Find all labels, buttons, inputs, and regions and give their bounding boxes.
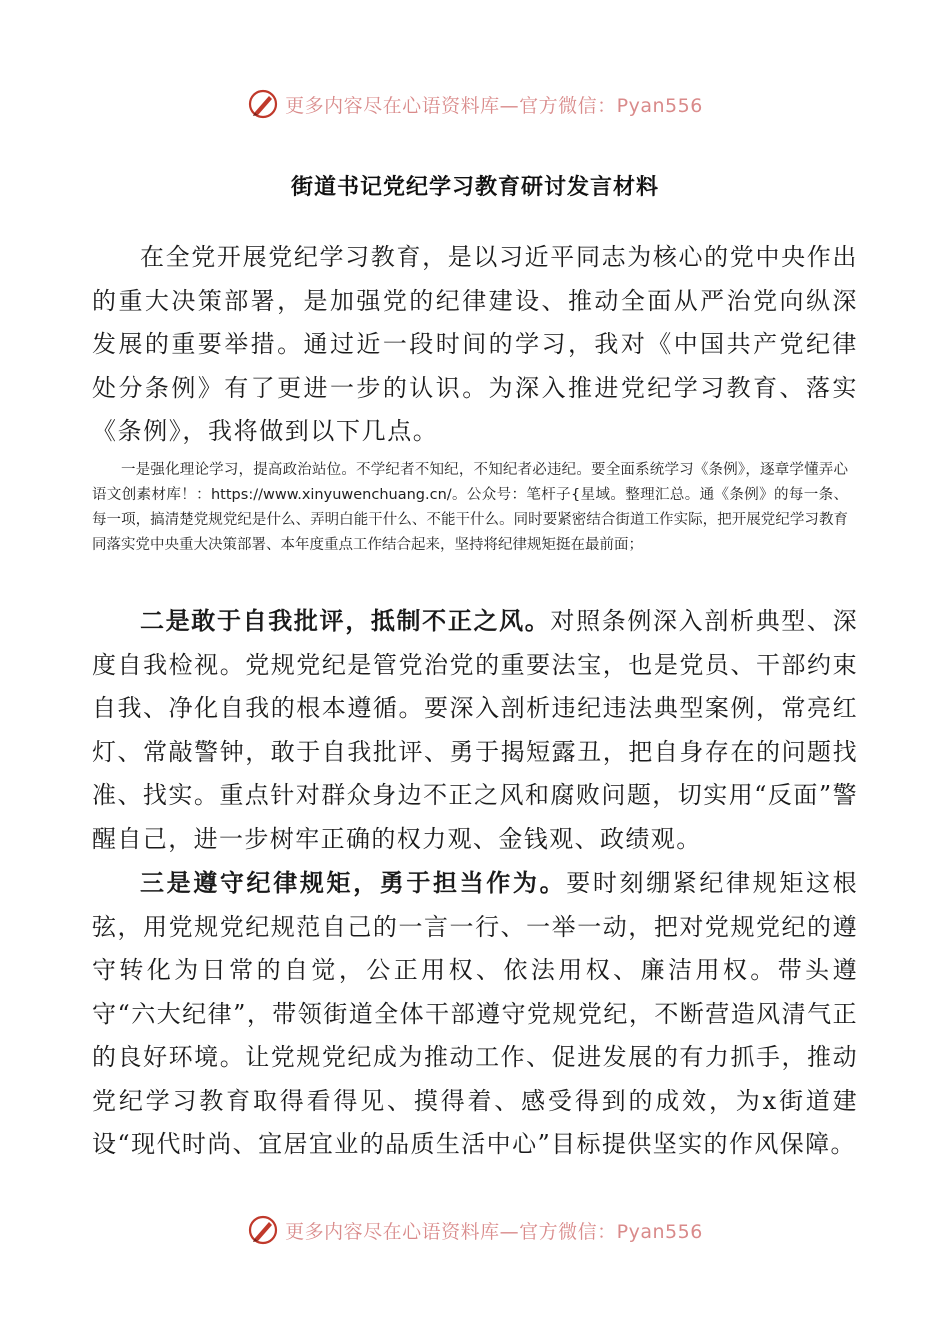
document-title: 街道书记党纪学习教育研讨发言材料: [290, 174, 659, 200]
intro-paragraph: 在全党开展党纪学习教育，是以习近平同志为核心的党中央作出的重大决策部署，是加强党的纪律建设、推动全面从严治党向纵深发展的重要举措。通过近一段时间的学习，我对《中国共产党纪律处分条例》有了更进一步的认识。为深入推进党纪学习教育、落实《条例》，我将做到以下几点。: [92, 243, 858, 445]
point-2-paragraph: [92, 600, 858, 861]
point-2-heading: 二是敢于自我批评，抵制不正之风。: [140, 607, 551, 635]
pen-logo-icon: [247, 88, 279, 120]
header-banner-text: 更多内容尽在心语资料库—官方微信：Pyan556: [285, 94, 703, 117]
footer-banner-text: 更多内容尽在心语资料库—官方微信：Pyan556: [285, 1220, 703, 1243]
point-3-heading: 三是遵守纪律规矩，勇于担当作为。: [140, 869, 567, 897]
footer-banner: [0, 1210, 950, 1250]
point-1-paragraph: 一是强化理论学习，提高政治站位。不学纪者不知纪，不知纪者必违纪。要全面系统学习《条例》，逐章学懂弄心语文创素材库！：https://www.xinyuwenchuang.cn/。公众号：笔杆子{星域。整理汇总。通《条例》的每一条、每一项，搞清楚党规党纪是什么、弄明白能干什么、不能干什么。同时要紧密结合街道工作实际，把开展党纪学习教育同落实党中央重大决策部署、本年度重点工作结合起来，坚持将纪律规矩挺在最前面；: [92, 462, 848, 553]
point-3-paragraph: [92, 862, 858, 1167]
header-banner: [0, 84, 950, 124]
pen-logo-icon: [247, 1214, 279, 1246]
point-2-body: 对照条例深入剖析典型、深度自我检视。党规党纪是管党治党的重要法宝，也是党员、干部约束自我、净化自我的根本遵循。要深入剖析违纪违法典型案例，常亮红灯、常敲警钟，敢于自我批评、勇于揭短露丑，把自身存在的问题找准、找实。重点针对群众身边不正之风和腐败问题，切实用“反面”警醒自己，进一步树牢正确的权力观、金钱观、政绩观。: [92, 607, 858, 853]
point-3-body: 要时刻绷紧纪律规矩这根弦，用党规党纪规范自己的一言一行、一举一动，把对党规党纪的遵守转化为日常的自觉，公正用权、依法用权、廉洁用权。带头遵守“六大纪律”，带领街道全体干部遵守党规党纪，不断营造风清气正的良好环境。让党规党纪成为推动工作、促进发展的有力抓手，推动党纪学习教育取得看得见、摸得着、感受得到的成效，为x街道建设“现代时尚、宜居宜业的品质生活中心”目标提供坚实的作风保障。: [92, 869, 858, 1158]
